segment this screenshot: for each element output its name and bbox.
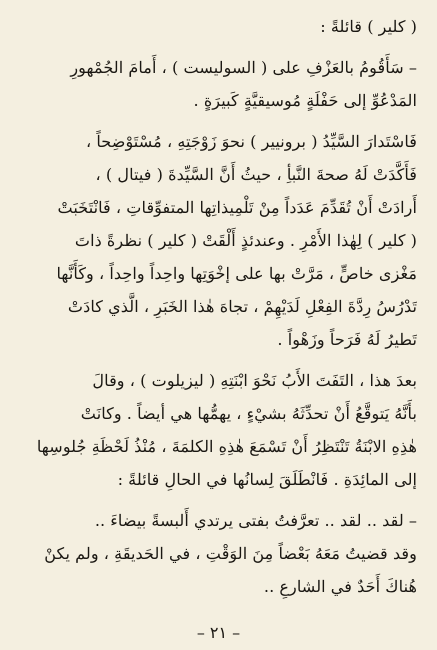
text-line: ( كلير ) قائلةً : <box>320 17 417 36</box>
paragraph-gap <box>20 117 417 125</box>
text-line: المَدْعُوِّ إلى حَفْلَةٍ مُوسيقيَّةٍ كَبيرَةٍ . <box>193 91 417 110</box>
text-line: تَدْرُسُ رِدَّةَ الفِعْلِ لَدَيْهِمْ ، تجاهَ هٰذا الخَبَرِ ، الَّذي كادَتْ <box>67 297 417 316</box>
paragraph-gap <box>20 43 417 51</box>
paragraph-gap <box>20 356 417 364</box>
text-line: فَاسْتَدارَ السَّيِّدُ ( برونيير ) نحوَ زَوْجَتِهِ ، مُسْتَوْضِحاً ، <box>85 132 417 151</box>
text-line: – سَأَقُومُ بالعَزْفِ على ( السوليست ) ، أَمامَ الجُمْهورِ <box>70 58 417 77</box>
text-line: بأَنَّهُ يَتوقَّعُ أَنْ تحدِّثَهُ بشيْءٍ ، يهمُّها هي أيضاً . وكانَتْ <box>80 404 417 423</box>
narration-paragraph <box>20 125 417 356</box>
text-line: فَأَكَّدَتْ لَهُ صحةَ النَّبأِ ، حيثُ أَنَّ السَّيِّدةَ ( فيتال ) ، <box>95 165 417 184</box>
text-line: – لقد .. لقد .. تعرَّفتُ بفتى يرتدي أَلبسةً بيضاءَ .. <box>94 511 417 530</box>
text-line: أَرادَتْ أَنْ تُقَدِّمَ عَدَداً مِنْ تَلْمِيذاتِها المتفوِّقاتِ ، فَانْتَخَبَتْ <box>57 198 417 217</box>
text-line: وقد قضيتُ مَعَهُ بَعْضاً مِنَ الوَقْتِ ، في الحَديقَةِ ، ولم يكنْ <box>44 544 417 563</box>
page-number: – ٢١ – <box>196 623 241 642</box>
text-line: بعدَ هذا ، التَفَتَ الأَبُ نَحْوَ ابْنَتِهِ ( ليزيلوت ) ، وقالَ <box>92 371 417 390</box>
narration-paragraph <box>20 364 417 496</box>
speaker-intro-paragraph <box>20 10 417 43</box>
text-line: تَطيرُ لَهُ فَرَحاً وزَهْواً . <box>277 330 417 349</box>
paragraph-gap <box>20 496 417 504</box>
text-line: هٰذِهِ الابْنَةُ تَنْتَظِرُ أَنْ تَسْمَعَ هٰذِهِ الكلمَةَ ، مُنْذُ لَحْظَةِ جُلوسِها <box>36 437 417 456</box>
text-line: إلى المائِدَةِ . فَانْطَلَقَ لِسانُها في الحالِ قائلةً : <box>117 470 417 489</box>
text-line: ( كلير ) لِهٰذا الأَمْرِ . وعندئذٍ أَلْقَتْ ( كلير ) نظرةً ذاتَ <box>74 231 417 250</box>
dialogue-paragraph <box>20 504 417 603</box>
text-line: هُناكَ أَحَدٌ في الشارعِ .. <box>263 577 417 596</box>
dialogue-paragraph <box>20 51 417 117</box>
text-line: مَغْزى خاصٍّ ، مَرَّتْ بها على إخْوَتِها واحِداً واحِداً ، وكَأَنَّها <box>56 264 417 283</box>
